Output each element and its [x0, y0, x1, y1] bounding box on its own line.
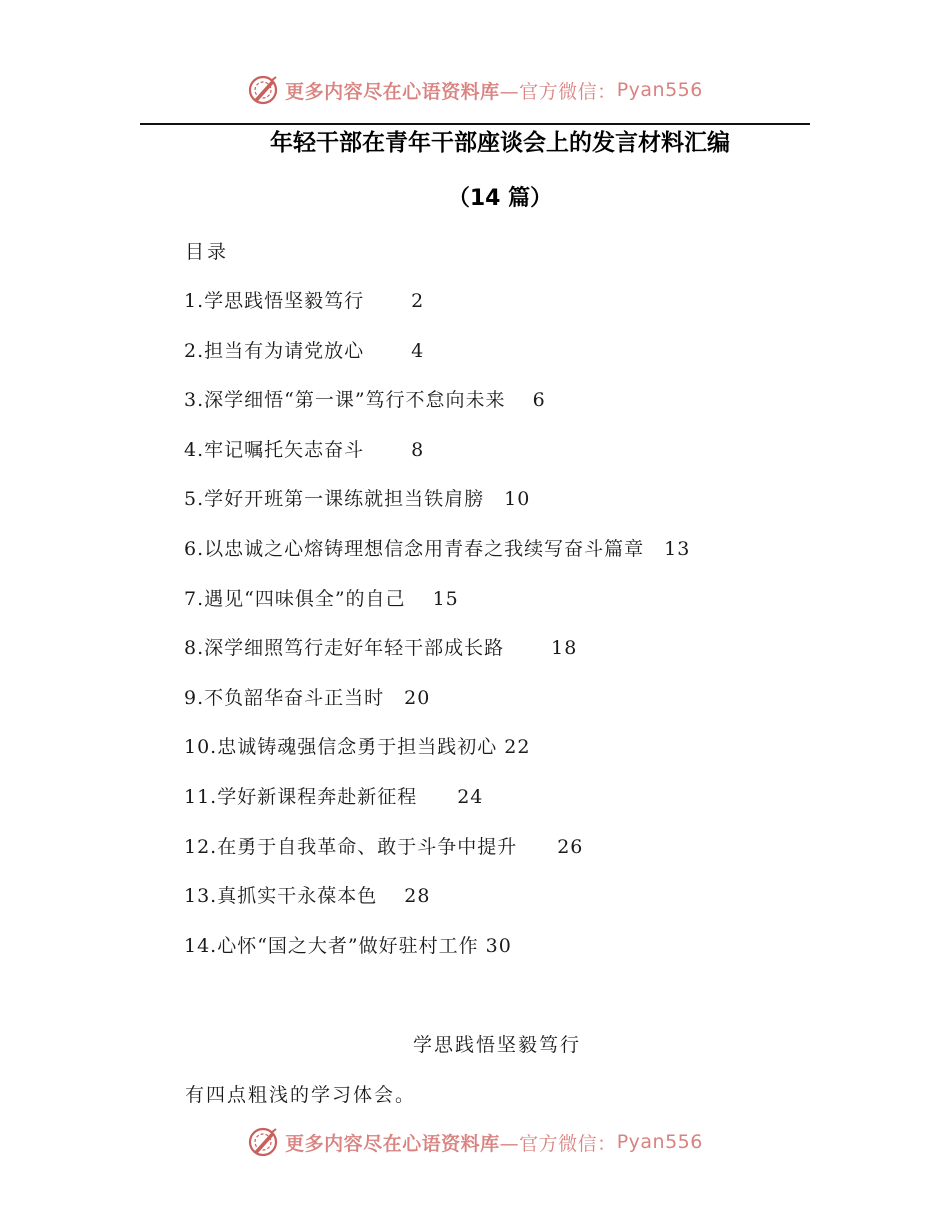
toc-heading: 目录: [185, 241, 230, 263]
toc-list: [184, 287, 690, 981]
watermark-contact: —官方微信：: [499, 80, 617, 103]
watermark-brand: 更多内容尽在心语资料库: [285, 80, 500, 103]
watermark-contact: —官方微信：: [499, 1132, 617, 1155]
footer-watermark: [0, 1122, 950, 1162]
header-rule: [140, 123, 810, 125]
toc-item: 12.在勇于自我革命、敢于斗争中提升 26: [184, 835, 584, 858]
document-subtitle: （14 篇）: [447, 186, 553, 211]
toc-item: 9.不负韶华奋斗正当时 20: [184, 686, 431, 709]
toc-item: 13.真抓实干永葆本色 28: [184, 885, 431, 908]
toc-item: 5.学好开班第一课练就担当铁肩膀 10: [184, 488, 531, 511]
document-title: 年轻干部在青年干部座谈会上的发言材料汇编: [270, 130, 730, 156]
toc-item: 4.牢记嘱托矢志奋斗 8: [184, 438, 425, 461]
toc-item: 11.学好新课程奔赴新征程 24: [184, 785, 484, 808]
toc-item: 2.担当有为请党放心 4: [184, 339, 425, 362]
watermark-account: Pyan556: [616, 79, 703, 101]
toc-item: 7.遇见“四味俱全”的自己 15: [184, 587, 459, 610]
toc-item: 10.忠诚铸魂强信念勇于担当践初心 22: [184, 736, 531, 759]
watermark-brand: 更多内容尽在心语资料库: [285, 1132, 500, 1155]
header-watermark: [0, 70, 950, 110]
watermark-account: Pyan556: [616, 1131, 703, 1153]
toc-item: 3.深学细悟“第一课”笃行不怠向未来 6: [184, 389, 546, 412]
quill-pen-logo-icon: [247, 1126, 279, 1158]
toc-item: 6.以忠诚之心熔铸理想信念用青春之我续写奋斗篇章 13: [184, 537, 691, 560]
toc-item: 8.深学细照笃行走好年轻干部成长路 18: [184, 637, 578, 660]
toc-item: 1.学思践悟坚毅笃行 2: [184, 290, 425, 312]
toc-item: 14.心怀“国之大者”做好驻村工作 30: [184, 934, 512, 957]
body-paragraph: 有四点粗浅的学习体会。: [185, 1084, 417, 1106]
quill-pen-logo-icon: [247, 74, 279, 106]
section-title: 学思践悟坚毅笃行: [412, 1034, 581, 1056]
